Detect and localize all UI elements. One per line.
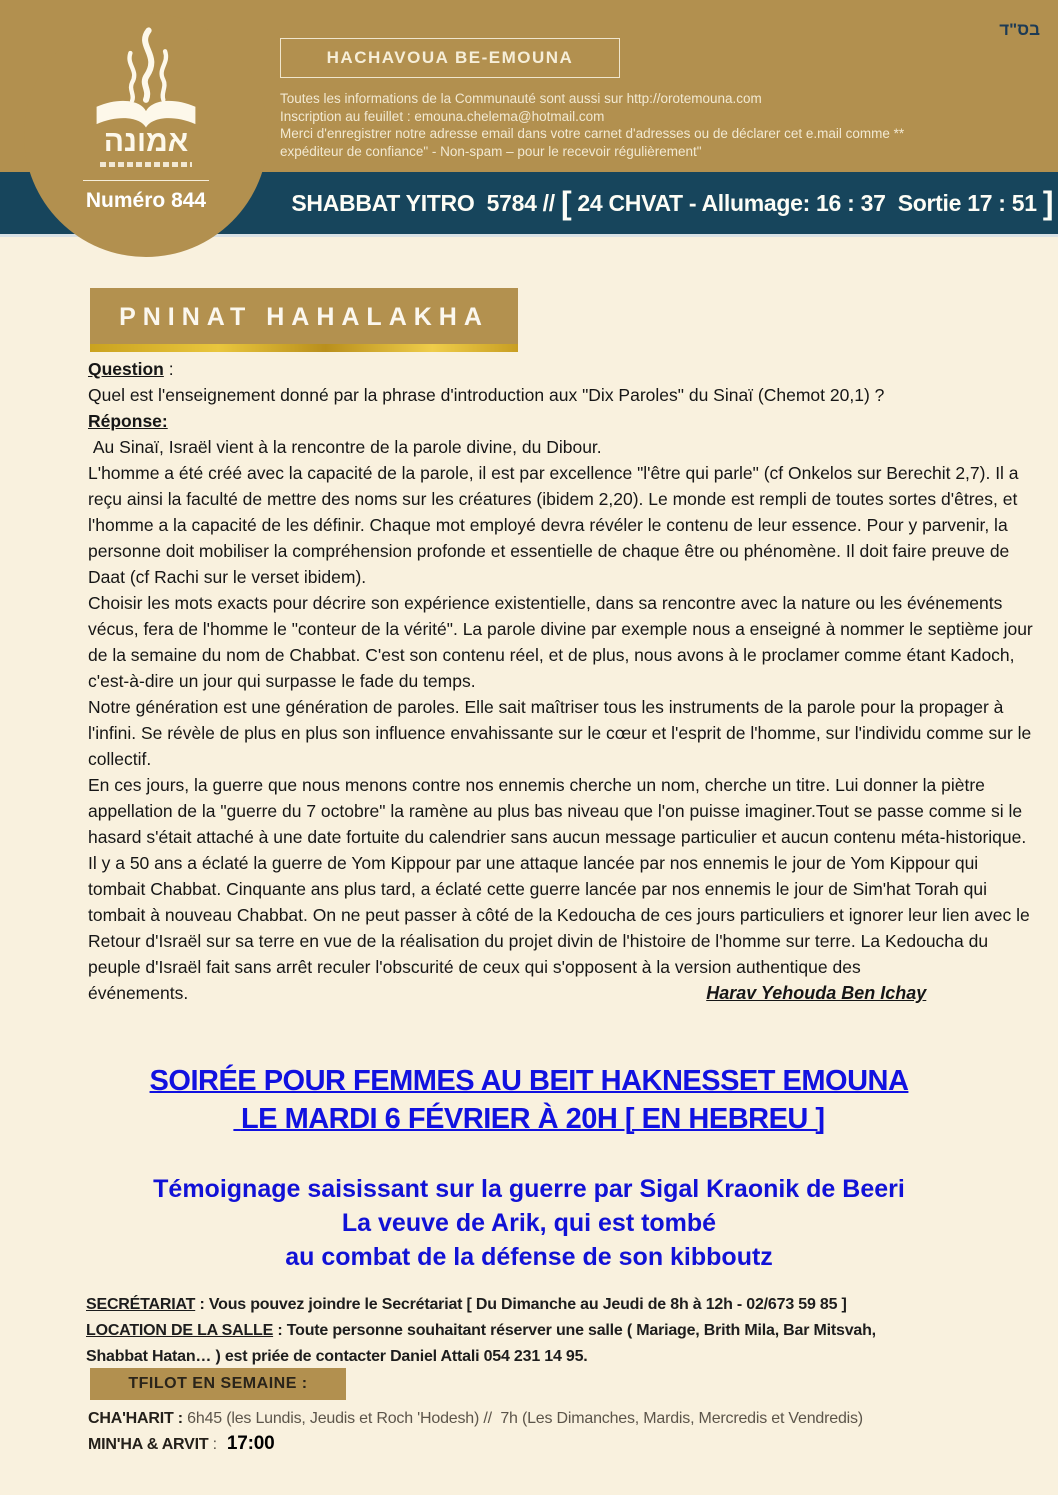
question-colon: : — [163, 359, 174, 379]
location-line-2: Shabbat Hatan… ) est priée de contacter Daniel Attali 054 231 14 95. — [86, 1348, 588, 1365]
shabbat-times: 24 CHVAT - Allumage: 16 : 37 Sortie 17 : 51 — [571, 189, 1043, 216]
soiree-line-1: SOIRÉE POUR FEMMES AU BEIT HAKNESSET EMOUNA — [149, 1065, 909, 1097]
location-line — [86, 1318, 1016, 1344]
secretariat-text: : Vous pouvez joindre le Secrétariat [ Du Dimanche au Jeudi de 8h à 12h - 02/673 59 85 ] — [195, 1296, 847, 1313]
temoignage-line: Témoignage saisissant sur la guerre par Sigal Kraonik de Beeri — [153, 1175, 905, 1203]
location-label: LOCATION DE LA SALLE — [86, 1322, 274, 1339]
minha-label: MIN'HA & ARVIT — [88, 1436, 209, 1453]
answer-paragraph: En ces jours, la guerre que nous menons contre nos ennemis cherche un nom, cherche un titre. Lui donner la piètre appellation de la "guerre du 7 octobre" la ramène au plus bas niveau que l'on puisse imaginer.Tout se passe comme si le hasard s'était attaché à une date fortuite du calendrier sans aucun message particulier et aucun contenu méta-historique. — [88, 775, 1027, 847]
answer-paragraph: Notre génération est une génération de paroles. Elle sait maîtriser tous les instruments de la parole pour la propager à l'infini. Se révèle de plus en plus son influence envahissante sur le cœur et l'esprit de l'homme, sur l'individu comme sur le collectif. — [88, 697, 1032, 769]
info-line: Merci d'enregistrer notre adresse email dans votre carnet d'adresses ou de déclarer cet e.mail comme ** — [280, 126, 905, 141]
logo-hebrew-text: אמונה — [103, 125, 189, 158]
header-info-lines — [280, 90, 1000, 160]
tfilot-banner — [90, 1368, 346, 1400]
minha-time: 17:00 — [226, 1433, 275, 1454]
logo-subtext-decoration — [100, 162, 192, 167]
circle-divider — [83, 180, 209, 181]
question-label: Question — [88, 359, 164, 379]
answer-paragraph: Au Sinaï, Israël vient à la rencontre de la parole divine, du Dibour. — [88, 437, 602, 457]
chaharit-line — [88, 1406, 1038, 1431]
issue-number: Numéro 844 — [85, 189, 207, 212]
bracket-close: ] — [1042, 184, 1054, 221]
temoignage-line: La veuve de Arik, qui est tombé — [341, 1209, 717, 1237]
temoignage-line: au combat de la défense de son kibboutz — [285, 1243, 773, 1271]
reponse-heading — [88, 408, 1036, 434]
article-last-line — [88, 980, 1036, 1006]
chaharit-times: 6h45 (les Lundis, Jeudis et Roch 'Hodesh) // 7h (Les Dimanches, Mardis, Mercredis et Vendredis) — [182, 1410, 863, 1427]
newsletter-title: HACHAVOUA BE-EMOUNA — [326, 48, 574, 67]
info-line: expéditeur de confiance" - Non-spam – pour le recevoir régulièrement" — [280, 143, 702, 159]
section-banner — [90, 288, 518, 352]
tfilot-banner-label: TFILOT EN SEMAINE : — [128, 1375, 308, 1392]
info-line: Inscription au feuillet : emouna.chelema@hotmail.com — [280, 108, 605, 124]
bsd-hebrew-text: בס"ד — [999, 20, 1040, 39]
answer-paragraph: Choisir les mots exacts pour décrire son expérience existentielle, dans sa rencontre avec la nature ou les événements vécus, fera de l'homme le "conteur de la vérité". La parole divine par exemple nous a enseigné à nommer le septième jour de la semaine du nom de Chabbat. C'est son contenu réel, et de plus, nous avons à le proclamer comme étant Kadoch, c'est-à-dire un jour qui surpasse le fade du temps. — [88, 593, 1033, 691]
reponse-label: Réponse: — [88, 411, 168, 431]
answer-last-word: événements. — [88, 983, 189, 1003]
emouna-flame-book-icon — [81, 27, 211, 131]
banner-gold-underline — [90, 344, 518, 352]
author-signature: Harav Yehouda Ben Ichay — [706, 983, 927, 1003]
logo-circle — [24, 13, 268, 257]
secretariat-label: SECRÉTARIAT — [86, 1296, 196, 1313]
soiree-announcement — [0, 1062, 1058, 1138]
halakha-article — [88, 356, 1036, 1006]
tfilot-schedule — [88, 1406, 1038, 1457]
contact-section — [86, 1292, 1016, 1370]
newsletter-title-box — [280, 38, 620, 78]
shabbat-prefix: SHABBAT YITRO 5784 // — [291, 189, 561, 216]
soiree-line-2: LE MARDI 6 FÉVRIER À 20H [ EN HEBREU ] — [233, 1103, 825, 1135]
answer-paragraph: Il y a 50 ans a éclaté la guerre de Yom Kippour par une attaque lancée par nos ennemis le jour de Yom Kippour qui tombait Chabbat. Cinquante ans plus tard, a éclaté cette guerre lancée par nos ennemis le jour de Sim'hat Torah qui tombait à nouveau Chabbat. On ne peut passer à côté de la Kedoucha de ces jours particuliers et ignorer leur lien avec le Retour d'Israël sur sa terre en vue de la réalisation du projet divin de l'histoire de l'homme sur terre. La Kedoucha du peuple d'Israël fait sans arrêt reculer l'obscurité de ceux qui s'opposent à la version authentique des — [88, 853, 1030, 977]
info-line: Toutes les informations de la Communauté sont aussi sur http://orotemouna.com — [280, 91, 762, 106]
shabbat-title — [255, 158, 1053, 249]
section-banner-title: PNINAT HAHALAKHA — [119, 303, 489, 331]
bracket-open: [ — [560, 184, 572, 221]
question-text: Quel est l'enseignement donné par la phrase d'introduction aux "Dix Paroles" du Sinaï (Chemot 20,1) ? — [88, 385, 885, 405]
question-heading — [88, 356, 1036, 382]
secretariat-line — [86, 1292, 1016, 1318]
chaharit-label: CHA'HARIT : — [88, 1410, 183, 1427]
minha-line — [88, 1431, 1038, 1457]
temoignage-announcement — [0, 1172, 1058, 1274]
answer-paragraph: L'homme a été créé avec la capacité de la parole, il est par excellence "l'être qui parle" (cf Onkelos sur Berechit 2,7). Il a reçu ainsi la faculté de mettre des noms sur les créatures (ibidem 2,20). Le monde est rempli de toutes sortes d'êtres, et l'homme a la capacité de les définir. Chaque mot employé devra révéler le contenu de leur essence. Pour y parvenir, la personne doit mobiliser la compréhension profonde et essentielle de chaque être ou phénomène. Il doit faire preuve de Daat (cf Rachi sur le verset ibidem). — [88, 463, 1019, 587]
minha-colon: : — [208, 1436, 217, 1453]
location-text: : Toute personne souhaitant réserver une salle ( Mariage, Brith Mila, Bar Mitsvah, — [273, 1322, 876, 1339]
